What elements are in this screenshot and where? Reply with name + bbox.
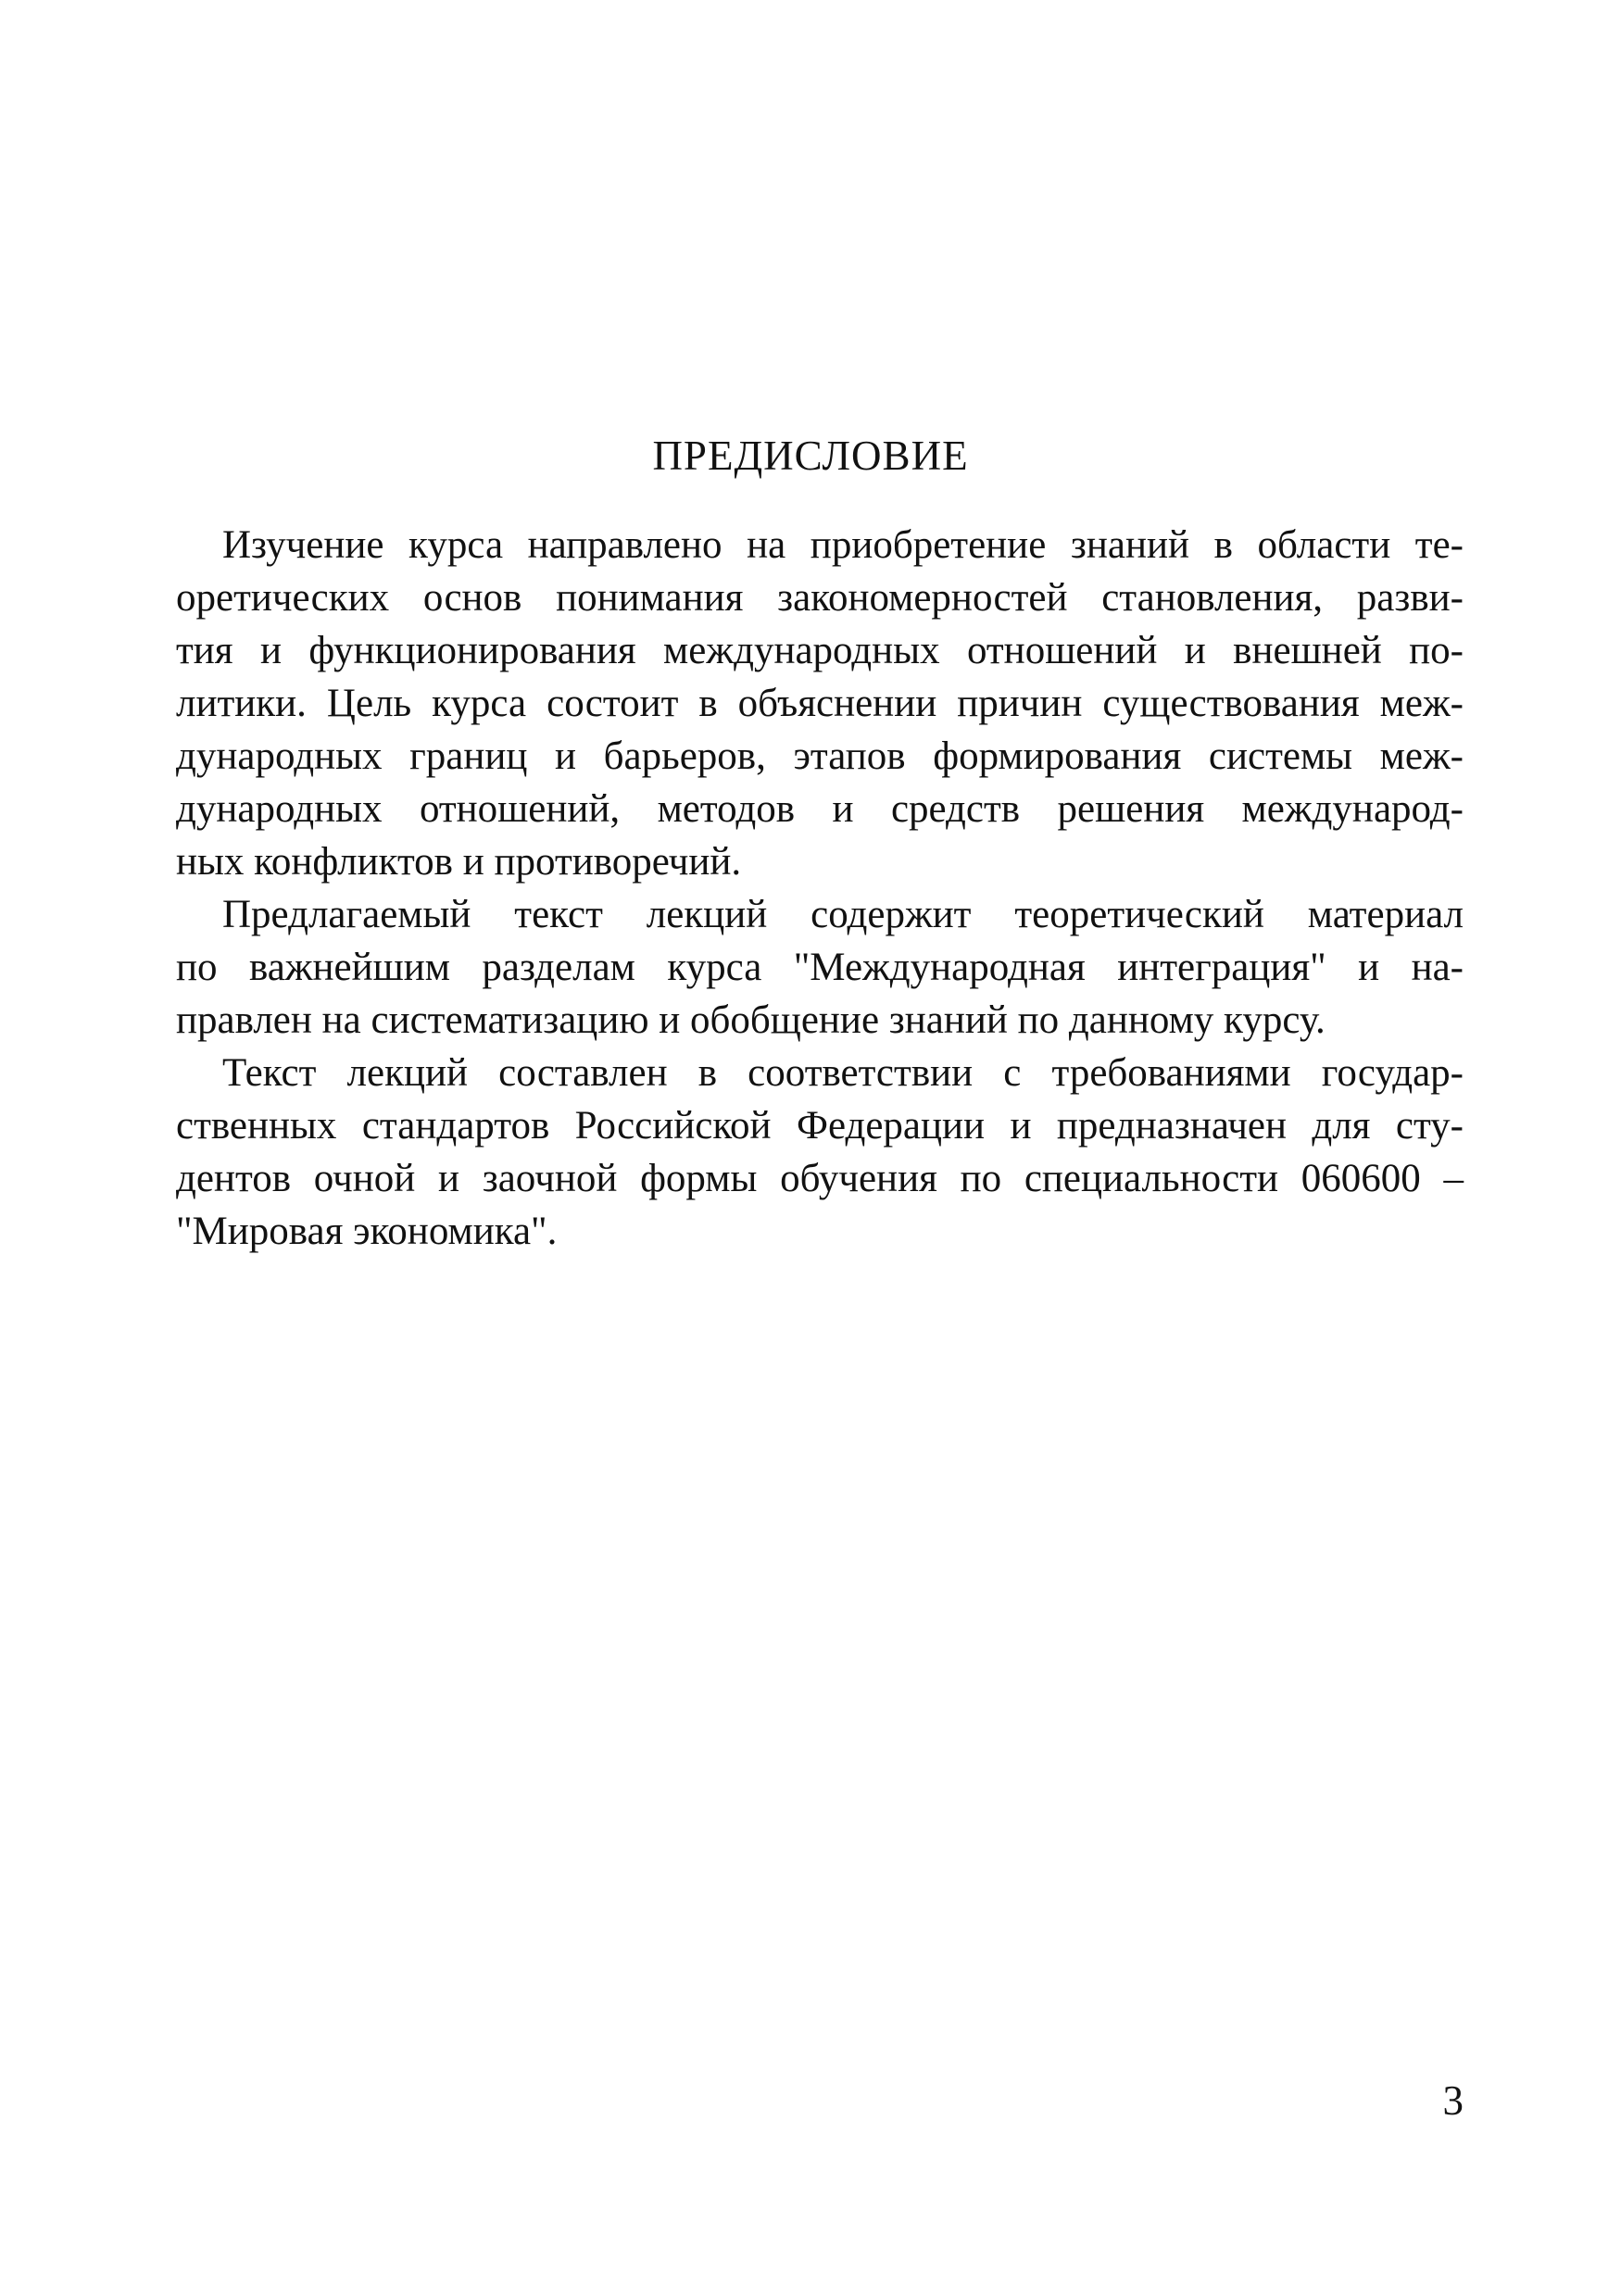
paragraph-line: ных конфликтов и противоречий. xyxy=(176,840,742,884)
paragraph-line: дународных границ и барьеров, этапов формирования системы меж- xyxy=(176,734,1464,778)
paragraph-line: литики. Цель курса состоит в объяснении причин существования меж- xyxy=(176,682,1464,725)
paragraph-line: ственных стандартов Российской Федерации и предназначен для сту- xyxy=(176,1104,1464,1148)
paragraph-line: дународных отношений, методов и средств решения международ- xyxy=(176,787,1464,831)
paragraph-line: по важнейшим разделам курса "Международная интеграция" и на- xyxy=(176,946,1464,989)
paragraph-line: "Мировая экономика". xyxy=(176,1210,558,1253)
paragraph-line: оретических основ понимания закономерностей становления, разви- xyxy=(176,576,1464,620)
paragraph-line: правлен на систематизацию и обобщение знаний по данному курсу. xyxy=(176,998,1326,1042)
paragraph-line: тия и функционирования международных отношений и внешней по- xyxy=(176,629,1464,672)
page-number: 3 xyxy=(1442,2077,1464,2124)
paragraph-line: Текст лекций составлен в соответствии с требованиями государ- xyxy=(222,1051,1464,1095)
paragraph-line: дентов очной и заочной формы обучения по специальности 060600 – xyxy=(176,1157,1464,1200)
paragraph-line: Предлагаемый текст лекций содержит теоретический материал xyxy=(222,893,1464,936)
paragraph-line: Изучение курса направлено на приобретение знаний в области те- xyxy=(222,523,1464,567)
page-title: ПРЕДИСЛОВИЕ xyxy=(652,433,969,479)
